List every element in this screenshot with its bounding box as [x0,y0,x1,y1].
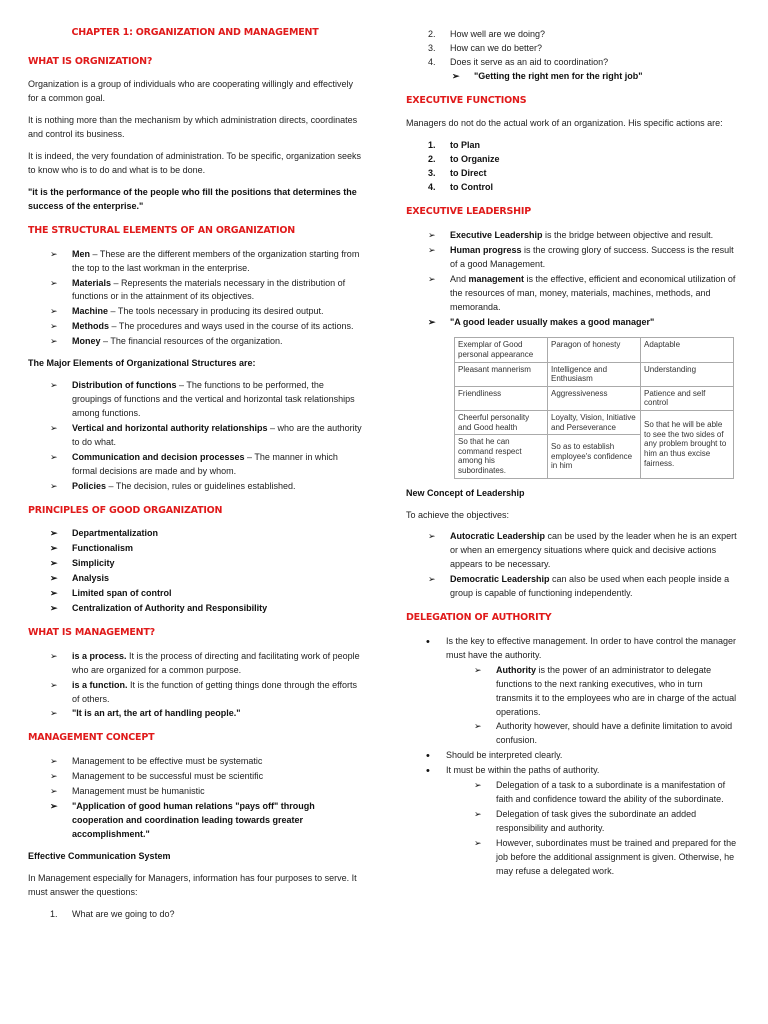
management-list [50,650,362,722]
list-item: • Should be interpreted clearly. [424,749,740,763]
table-row [455,411,734,435]
list-item: 2. to Organize [428,154,500,165]
paragraph: It is indeed, the very foundation of administration. To be specific, organization seeks to know who is to do and what is to be done. [28,151,362,176]
list-item: 3. How can we do better? [428,42,543,53]
table-row [455,338,734,362]
right-men-list [452,70,740,84]
list-item: ➢ Delegation of task gives the subordinate an added responsibility and authority. [474,808,740,836]
list-item: ➢ "A good leader usually makes a good manager" [428,316,740,330]
table-cell: Exemplar of Good personal appearance [455,338,548,362]
list-item: ➢ Vertical and horizontal authority relationships – who are the authority to do what. [50,422,362,450]
right-column [406,28,740,887]
list-item: ➢ However, subordinates must be trained and prepared for the job before the additional assignment is given. Otherwise, he may refuse a delegated work. [474,837,740,879]
list-item: ➢ Executive Leadership is the bridge between objective and result. [428,229,740,243]
list-item: ➢ Democratic Leadership can also be used when each people inside a group is capable of functioning independently. [428,573,740,601]
what-is-organization-heading: WHAT IS ORGNIZATION? [28,55,153,67]
paragraph: To achieve the objectives: [406,509,510,520]
list-item: ➢ And management is the effective, efficient and economical utilization of the resources of man, money, materials, machines, methods, and memoranda. [428,273,740,315]
table-cell: So that he will be able to see the two sides of any problem brought to him an thus excise fairness. [641,411,734,479]
delegation-sublist [474,779,740,879]
what-is-management-heading: WHAT IS MANAGEMENT? [28,627,155,638]
list-item: ➢ Centralization of Authority and Responsibility [50,602,362,616]
executive-functions-heading: EXECUTIVE FUNCTIONS [406,94,527,106]
structural-elements-list [50,248,362,350]
list-item: ➢ "Application of good human relations "pays off" through cooperation and coordination leading towards greater accomplishment." [50,800,362,842]
delegation-heading: DELEGATION OF AUTHORITY [406,612,552,624]
structural-elements-heading: THE STRUCTURAL ELEMENTS OF AN ORGANIZATION [28,224,295,236]
chapter-title: CHAPTER 1: ORGANIZATION AND MANAGEMENT [71,27,319,38]
new-concept-list [428,530,740,601]
table-cell: Aggressiveness [548,386,641,410]
list-item: ➢ Money – The financial resources of the organization. [50,335,362,349]
table-cell: Friendliness [455,386,548,410]
left-column [28,26,362,922]
paragraph: Organization is a group of individuals who are cooperating willingly and effectively for a common goal. [28,79,354,104]
quote: "it is the performance of the people who fill the positions that determines the success of the enterprise." [28,187,357,211]
list-item: ➢ Delegation of a task to a subordinate is a manifestation of faith and confidence toward the ability of the subordinate. [474,779,740,807]
table-row [455,362,734,386]
list-item: 2. How well are we doing? [428,29,546,39]
list-item: ➢ Machine – The tools necessary in producing its desired output. [50,305,362,319]
table-cell: Adaptable [641,338,734,362]
list-item: ➢ Simplicity [50,557,362,571]
list-item: ➢ Authority however, should have a definite limitation to avoid confusion. [474,720,740,748]
list-item: ➢ "It is an art, the art of handling people." [50,707,362,721]
table-cell: Loyalty, Vision, Initiative and Perseverance [548,411,641,435]
list-item: ➢ Materials – Represents the materials necessary in the distribution of functions or in the attainment of its objectives. [50,277,362,305]
questions-list [50,908,362,922]
list-item: ➢ Methods – The procedures and ways used in the course of its actions. [50,320,362,334]
list-item: 1. What are we going to do? [50,908,175,919]
list-item: ➢ "Getting the right men for the right job" [452,70,740,84]
table-cell: Pleasant mannerism [455,362,548,386]
list-item: ➢ is a process. It is the process of directing and facilitating work of people who are organized for a common purpose. [50,650,362,678]
major-elements-list [50,379,362,494]
list-item: ➢ Distribution of functions – The functions to be performed, the groupings of functions and the vertical and horizontal task relationships among functions. [50,379,362,421]
list-item: ➢ Autocratic Leadership can be used by the leader when he is an expert or when an emergency situations where quick and decisive actions appears to be necessary. [428,530,740,572]
table-cell: Patience and self control [641,386,734,410]
table-cell: Understanding [641,362,734,386]
list-item: ➢ Human progress is the crowing glory of success. Success is the result of a good Management. [428,244,740,272]
list-item: ➢ Limited span of control [50,587,362,601]
list-item: • It must be within the paths of authority. [424,764,740,778]
delegation-list [424,749,740,778]
paragraph: It is nothing more than the mechanism by which administration directs, coordinates and control its business. [28,115,358,140]
list-item: 4. to Control [428,182,493,193]
management-concept-heading: MANAGEMENT CONCEPT [28,732,155,744]
delegation-list [424,635,740,663]
list-item: ➢ Communication and decision processes – The manner in which formal decisions are made and by whom. [50,451,362,479]
executive-leadership-heading: EXECUTIVE LEADERSHIP [406,206,532,218]
list-item: ➢ Management to be effective must be systematic [50,755,362,769]
list-item: ➢ Departmentalization [50,527,362,541]
delegation-sublist [474,664,740,749]
list-item: • Is the key to effective management. In order to have control the manager must have the authority. [424,635,740,663]
list-item: 4. Does it serve as an aid to coordination? [428,56,609,67]
paragraph: Managers do not do the actual work of an organization. His specific actions are: [406,118,723,129]
list-item: ➢ Analysis [50,572,362,586]
list-item: ➢ Management to be successful must be scientific [50,770,362,784]
table-cell: So that he can command respect among his subordinates. [455,435,548,478]
list-item: ➢ Authority is the power of an administrator to delegate functions to the next ranking executives, who in turn transmits it to the employees who are in charge of the actual operations. [474,664,740,720]
paragraph: In Management especially for Managers, information has four purposes to serve. It must answer the questions: [28,872,357,897]
list-item: ➢ Men – These are the different members of the organization starting from the top to the last workman in the enterprise. [50,248,362,276]
table-cell: Intelligence and Enthusiasm [548,362,641,386]
principles-heading: PRINCIPLES OF GOOD ORGANIZATION [28,504,223,516]
table-row [455,386,734,410]
list-item: 3. to Direct [428,168,487,179]
table-cell: So as to establish employee's confidence in him [548,435,641,478]
list-item: 1. to Plan [428,140,481,151]
new-concept-heading: New Concept of Leadership [406,487,525,498]
list-item: ➢ Management must be humanistic [50,785,362,799]
table-cell: Cheerful personality and Good health [455,411,548,435]
leader-qualities-table [454,337,734,478]
management-concept-list [50,755,362,842]
questions-list-continued [428,28,740,70]
executive-leadership-list [428,229,740,330]
list-item: ➢ is a function. It is the function of getting things done through the efforts of others. [50,679,362,707]
communication-heading: Effective Communication System [28,850,171,861]
table-cell: Paragon of honesty [548,338,641,362]
executive-functions-list [428,139,740,195]
list-item: ➢ Policies – The decision, rules or guidelines established. [50,480,362,494]
list-item: ➢ Functionalism [50,542,362,556]
major-elements-heading: The Major Elements of Organizational Structures are: [28,358,256,369]
principles-list [50,527,362,616]
